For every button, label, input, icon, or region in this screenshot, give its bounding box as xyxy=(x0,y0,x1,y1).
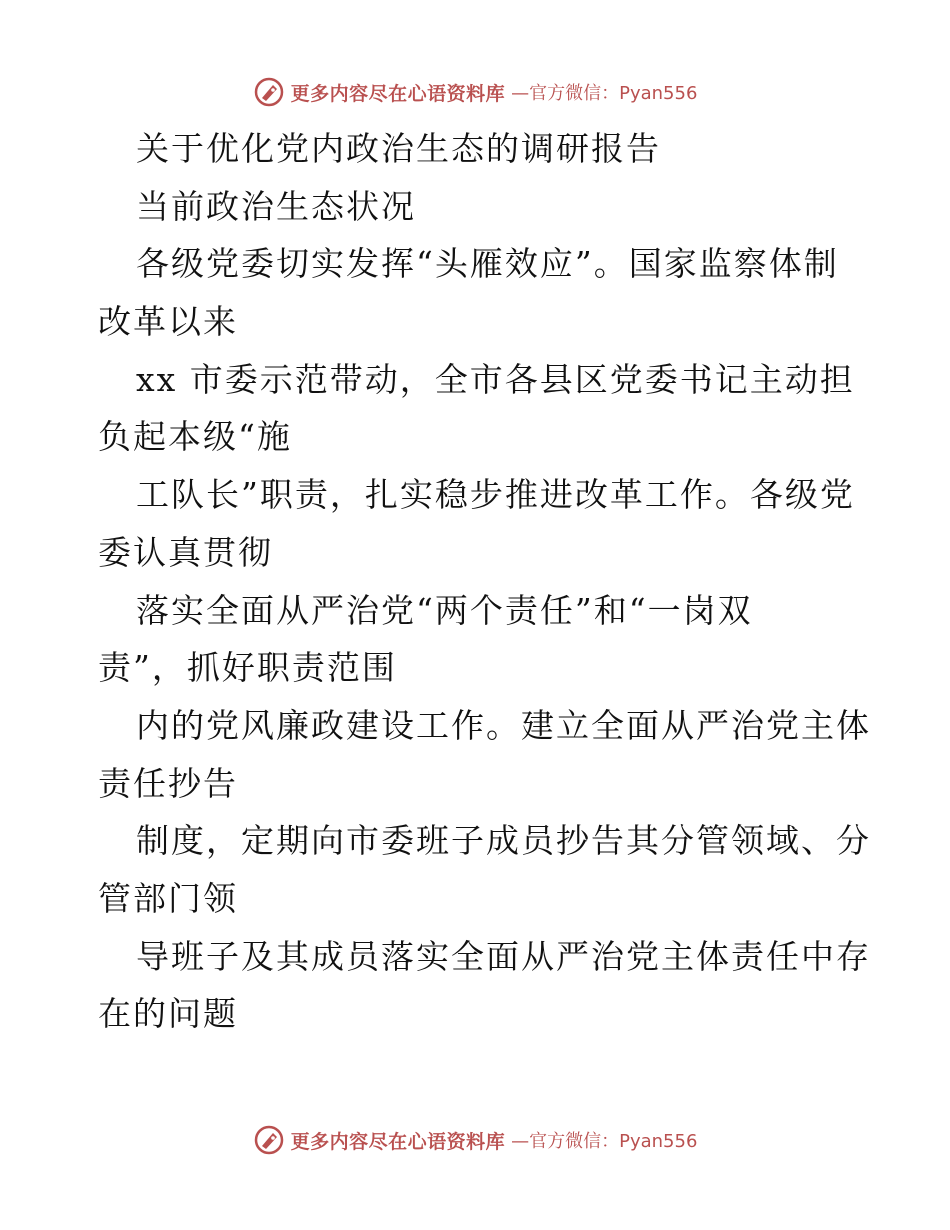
paragraph-line: 委认真贯彻 xyxy=(98,532,273,572)
paragraph-line: 导班子及其成员落实全面从严治党主体责任中存 xyxy=(136,936,871,976)
paragraph-line: 在的问题 xyxy=(98,994,238,1034)
header-watermark xyxy=(0,72,950,112)
paragraph-line: 责”，抓好职责范围 xyxy=(98,648,397,688)
paragraph-line: 工队长”职责，扎实稳步推进改革工作。各级党 xyxy=(136,475,855,515)
document-title: 关于优化党内政治生态的调研报告 xyxy=(136,129,661,168)
section-heading: 当前政治生态状况 xyxy=(136,186,416,226)
paragraph-line: xx 市委示范带动，全市各县区党委书记主动担 xyxy=(136,359,855,399)
footer-watermark xyxy=(0,1120,950,1160)
watermark-text: 更多内容尽在心语资料库 xyxy=(290,82,506,105)
pen-nib-logo-icon xyxy=(253,1124,285,1156)
watermark-text: 更多内容尽在心语资料库 xyxy=(290,1130,506,1153)
paragraph-line: 各级党委切实发挥“头雁效应”。国家监察体制 xyxy=(136,244,839,284)
watermark-contact: —官方微信：Pyan556 xyxy=(511,1131,698,1152)
pen-nib-logo-icon xyxy=(253,76,285,108)
paragraph-line: 负起本级“施 xyxy=(98,417,292,457)
paragraph-line: 内的党风廉政建设工作。建立全面从严治党主体 xyxy=(136,705,871,745)
paragraph-line: 落实全面从严治党“两个责任”和“一岗双 xyxy=(136,590,753,630)
watermark-contact: —官方微信：Pyan556 xyxy=(511,83,698,104)
document-body xyxy=(98,120,871,1043)
paragraph-line: 制度，定期向市委班子成员抄告其分管领域、分 xyxy=(136,821,871,861)
paragraph-line: 责任抄告 xyxy=(98,763,238,803)
paragraph-line: 改革以来 xyxy=(98,302,238,342)
paragraph-line: 管部门领 xyxy=(98,878,238,918)
